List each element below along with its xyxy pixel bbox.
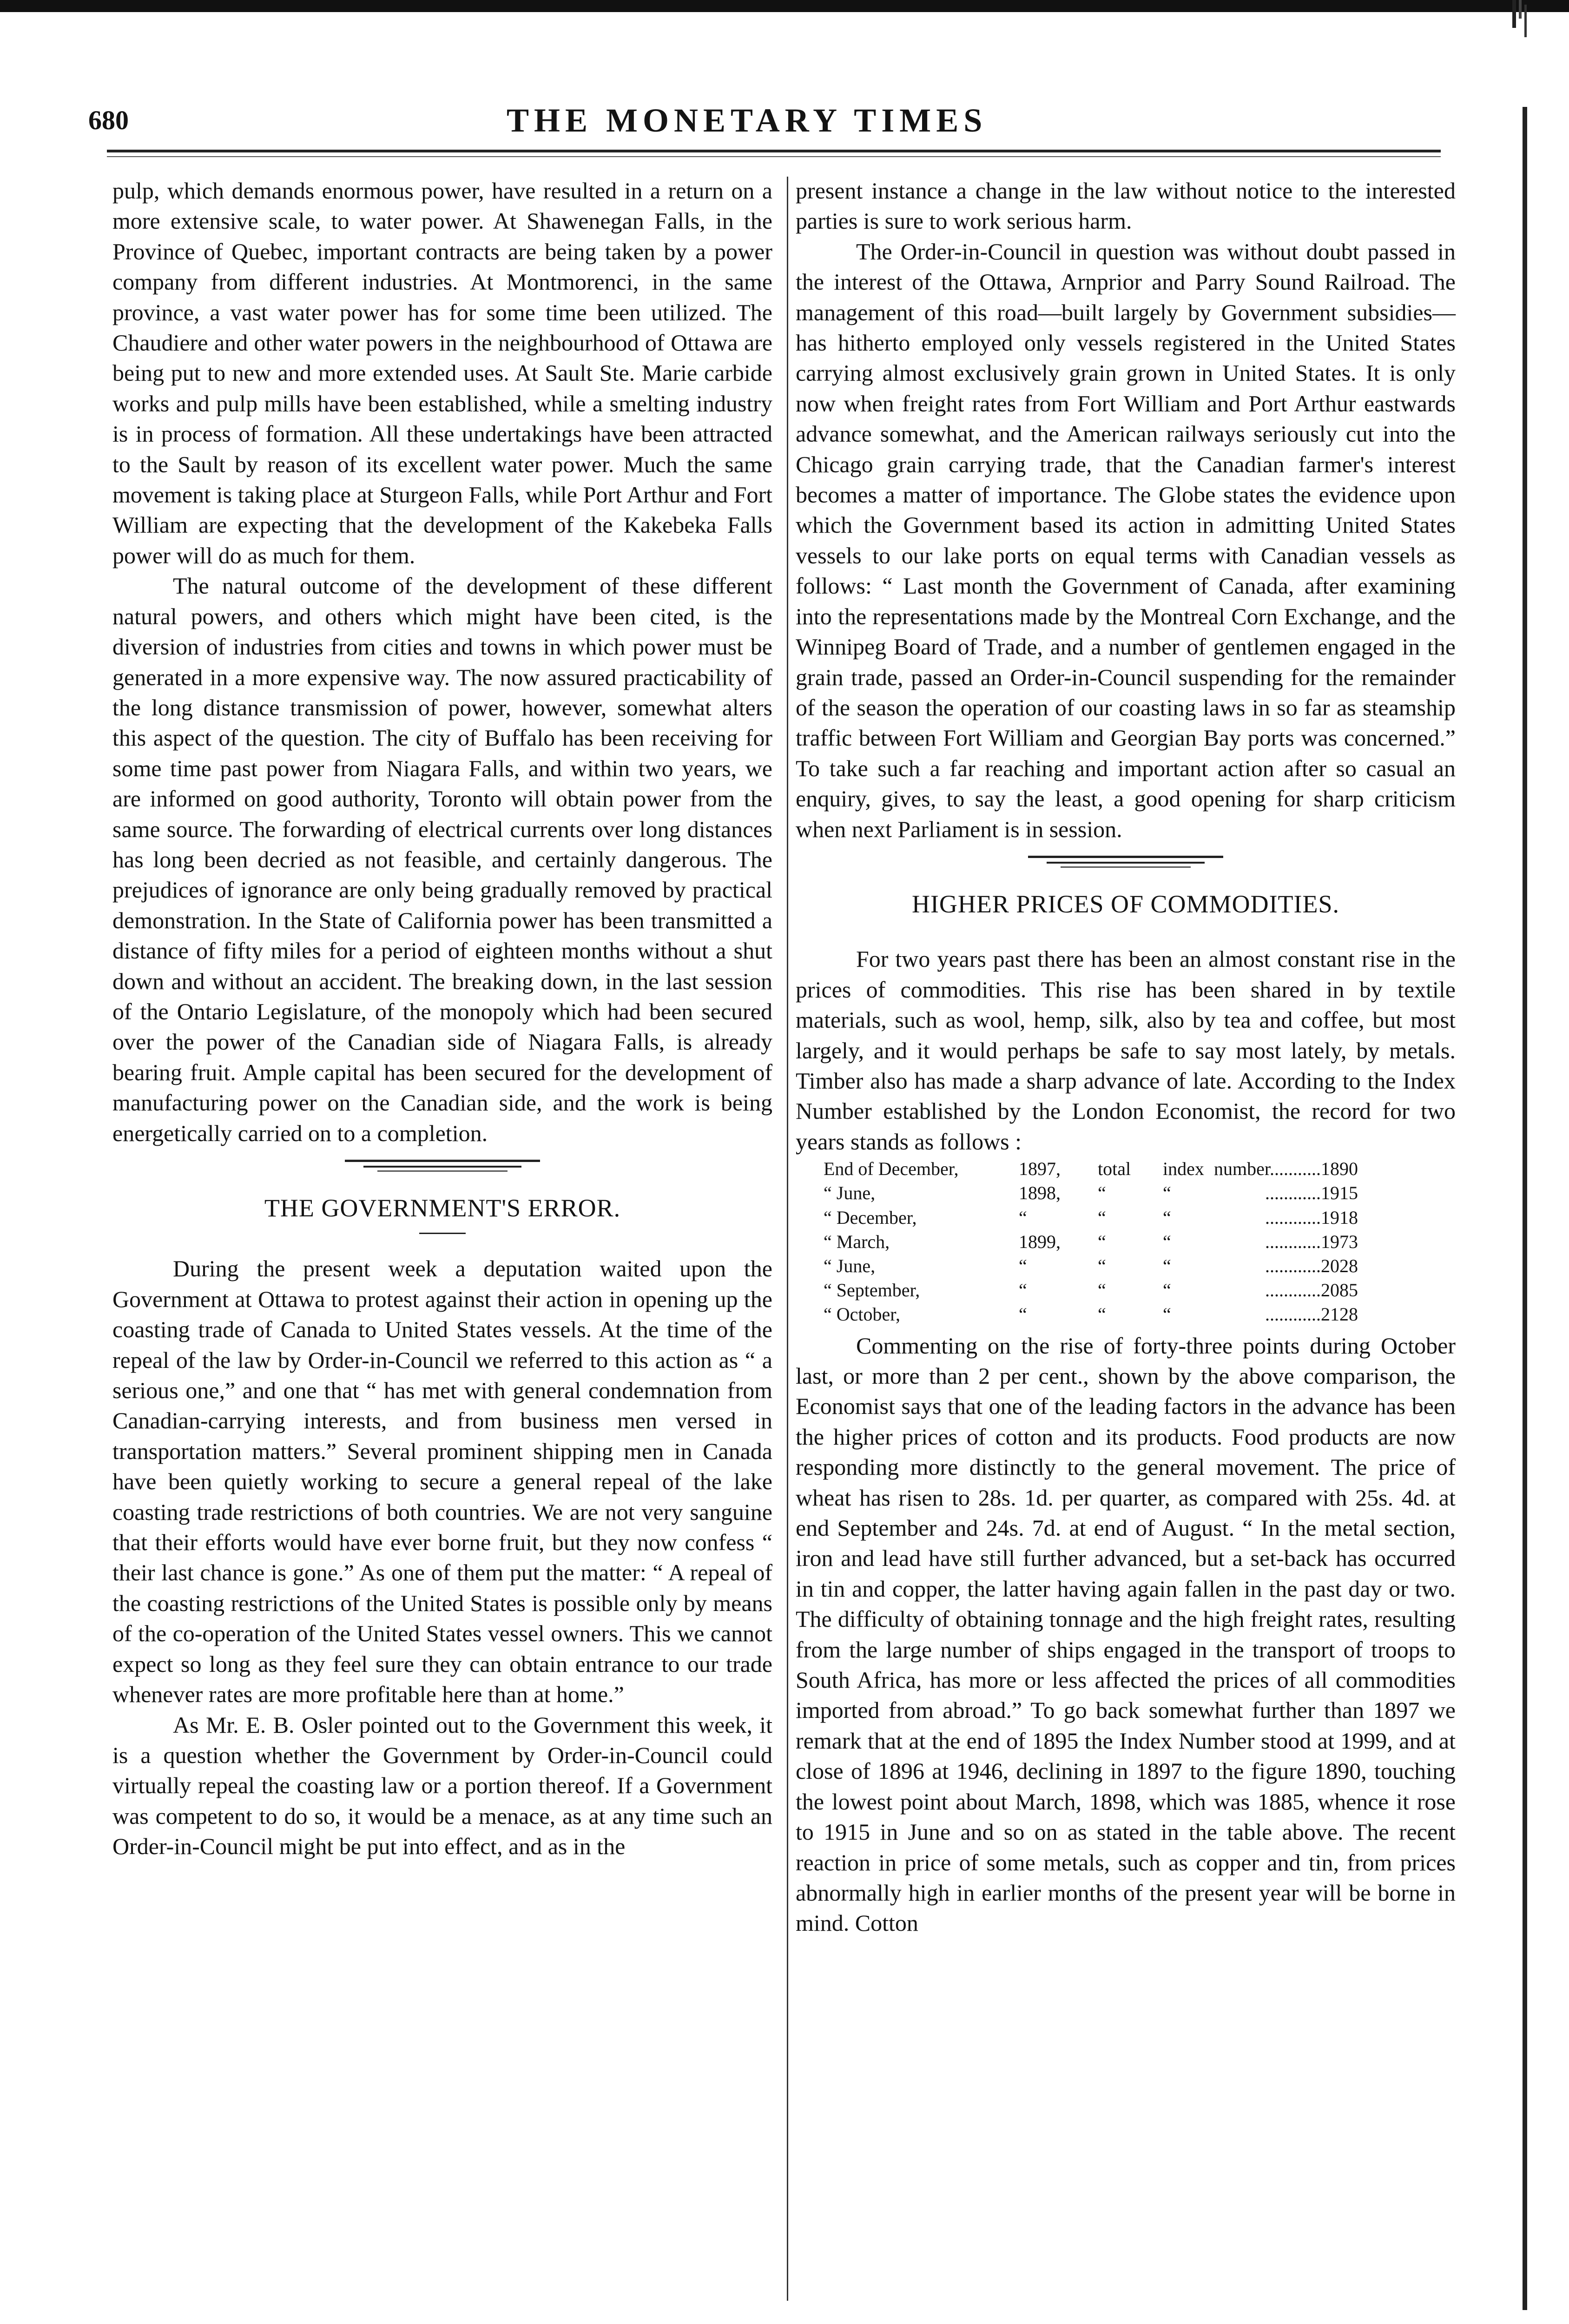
section-separator: [1028, 856, 1223, 868]
table-cell: ............1918: [1265, 1207, 1358, 1228]
section-heading: HIGHER PRICES OF COMMODITIES.: [911, 890, 1340, 918]
table-cell: “: [1019, 1304, 1027, 1325]
paragraph: For two years past there has been an almost constant rise in the prices of commodities. This rise has been shared in by textile materials, such as wool, hemp, silk, also by tea and coffee, but most largely, and it would perhaps be safe to say most lately, by metals. Timber also has made a sharp advance of late. According to the Index Number established by the London Economist, the record for two years stands as follows :: [796, 946, 1456, 1155]
header-rule-thin: [107, 156, 1441, 157]
table-cell: ............2085: [1265, 1280, 1358, 1301]
page-number: 680: [88, 105, 129, 135]
table-cell: “: [1163, 1207, 1171, 1228]
table-cell: “: [1163, 1280, 1171, 1301]
table-cell: total: [1098, 1158, 1131, 1180]
table-cell: “ June,: [824, 1255, 876, 1276]
table-cell: End of December,: [824, 1158, 959, 1180]
table-cell: “ June,: [824, 1182, 876, 1204]
table-cell: 1898,: [1019, 1182, 1061, 1204]
table-row: [824, 1302, 1456, 1327]
table-row: [824, 1278, 1456, 1302]
paragraph: As Mr. E. B. Osler pointed out to the Government this week, it is a question whether the Government by Order-in-Council could virtually repeal the coasting law or a portion thereof. If a Government was competent to do so, it would be a menace, as at any time such an Order-in-Council might be put into effect, and as in the: [112, 1711, 772, 1860]
paragraph: Commenting on the rise of forty-three points during October last, or more than 2 per cent., shown by the above comparison, the Economist says that one of the leading factors in the advance has been the higher prices of cotton and its products. Food products are now responding more distinctly to the general movement. The price of wheat has risen to 28s. 1d. per quarter, as compared with 25s. 4d. at end September and 24s. 7d. at end of August. “ In the metal section, iron and lead have still further advanced, but a set-back has occurred in tin and copper, the latter having again fallen in the past day or two. The difficulty of obtaining tonnage and the high freight rates, resulting from the large number of ships engaged in the transport of troops to South Africa, has more or less affected the prices of all commodities imported from abroad.” To go back somewhat further than 1897 we remark that at the end of 1895 the Index Number stood at 1999, and at close of 1896 at 1946, declining in 1897 to the figure 1890, touching the lowest point about March, 1898, which was 1885, whence it rose to 1915 in June and so on as stated in the table above. The recent reaction in price of some metals, such as copper and tin, from prices abnormally high in earlier months of the present year will be borne in mind. Cotton: [796, 1332, 1456, 1936]
table-cell: “: [1163, 1182, 1171, 1204]
heading-dash: [419, 1233, 466, 1234]
table-cell: “ September,: [824, 1280, 920, 1301]
corner-smudge: [1510, 0, 1532, 42]
top-border: [0, 0, 1569, 12]
table-cell: ............1973: [1265, 1231, 1358, 1252]
table-cell: 1899,: [1019, 1231, 1061, 1252]
table-cell: ............1915: [1265, 1182, 1358, 1204]
table-cell: “: [1098, 1182, 1106, 1204]
table-cell: “: [1098, 1304, 1106, 1325]
table-cell: 1897,: [1019, 1158, 1061, 1180]
left-column: [112, 176, 772, 1862]
index-number-table: [824, 1157, 1456, 1327]
table-row: [824, 1230, 1456, 1254]
section-heading: THE GOVERNMENT'S ERROR.: [264, 1194, 621, 1222]
table-cell: “: [1098, 1207, 1106, 1228]
section-separator: [345, 1160, 540, 1172]
running-head: THE MONETARY TIMES: [507, 102, 988, 139]
paragraph: During the present week a deputation waited upon the Government at Ottawa to protest against their action in opening up the coasting trade of Canada to United States vessels. At the time of the repeal of the law by Order-in-Council we referred to this action as “ a serious one,” and one that “ has met with general condemnation from Canadian-carrying interests, and from business men versed in transportation matters.” Several prominent shipping men in Canada have been quietly working to secure a general repeal of the lake coasting trade restrictions of both countries. We are not very sanguine that their efforts would have ever borne fruit, but they now confess “ their last chance is gone.” As one of them put the matter: “ A repeal of the coasting restrictions of the United States is possible only by means of the co-operation of the United States vessel owners. This we cannot expect so long as they feel sure they can obtain entrance to our trade whenever rates are more profitable here than at home.”: [112, 1255, 772, 1708]
table-cell: “: [1163, 1255, 1171, 1276]
table-cell: ............2128: [1265, 1304, 1358, 1325]
paragraph: present instance a change in the law without notice to the interested parties is sure to work serious harm.: [796, 178, 1456, 234]
table-cell: “: [1163, 1231, 1171, 1252]
paragraph: pulp, which demands enormous power, have resulted in a return on a more extensive scale, to water power. At Shawenegan Falls, in the Province of Quebec, important contracts are being taken by a power company from different industries. At Montmorenci, in the same province, a vast water power has for some time been utilized. The Chaudiere and other water powers in the neighbourhood of Ottawa are being put to new and more extended uses. At Sault Ste. Marie carbide works and pulp mills have been established, while a smelting industry is in process of formation. All these undertakings have been attracted to the Sault by reason of its excellent water power. Much the same movement is taking place at Sturgeon Falls, while Port Arthur and Fort William are expecting that the development of the Kakebeka Falls power will do as much for them.: [112, 178, 772, 568]
header-rule: [107, 150, 1441, 152]
table-row: [824, 1206, 1456, 1230]
table-cell: “: [1163, 1304, 1171, 1325]
table-cell: “: [1098, 1255, 1106, 1276]
table-cell: “: [1098, 1280, 1106, 1301]
table-cell: ............2028: [1265, 1255, 1358, 1276]
table-cell: “: [1019, 1280, 1027, 1301]
table-row: [824, 1157, 1456, 1181]
column-divider: [787, 177, 788, 2301]
table-cell: “: [1019, 1207, 1027, 1228]
paragraph: The natural outcome of the development of these different natural powers, and others which might have been cited, is the diversion of industries from cities and towns in which power must be generated in a more expensive way. The now assured practicability of the long distance transmission of power, however, somewhat alters this aspect of the question. The city of Buffalo has been receiving for some time past power from Niagara Falls, and within two years, we are informed on good authority, Toronto will obtain power from the same source. The forwarding of electrical currents over long distances has long been decried as not feasible, and certainly dangerous. The prejudices of ignorance are only being gradually removed by practical demonstration. In the State of California power has been transmitted a distance of fifty miles for a period of eighteen months without a shut down and without an accident. The breaking down, in the last session of the Ontario Legislature, of the monopoly which had been secured over the power of the Canadian side of Niagara Falls, is already bearing fruit. Ample capital has been secured for the development of manufacturing power on the Canadian side, and the work is being energetically carried on to a completion.: [112, 573, 772, 1146]
table-cell: “ December,: [824, 1207, 917, 1228]
table-cell: “: [1098, 1231, 1106, 1252]
table-cell: “ October,: [824, 1304, 900, 1325]
table-cell: “: [1019, 1255, 1027, 1276]
table-row: [824, 1181, 1456, 1205]
table-cell: “ March,: [824, 1231, 890, 1252]
right-margin-line: [1523, 107, 1527, 2310]
paragraph: The Order-in-Council in question was without doubt passed in the interest of the Ottawa, Arnprior and Parry Sound Railroad. The management of this road—built largely by Government subsidies—has hitherto employed only vessels registered in the United States carrying almost exclusively grain grown in United States. It is only now when freight rates from Fort William and Port Arthur eastwards advance somewhat, and the American railways seriously cut into the Chicago grain carrying trade, that the Canadian farmer's interest becomes a matter of importance. The Globe states the evidence upon which the Government based its action in admitting United States vessels to our lake ports on equal terms with Canadian vessels as follows: “ Last month the Government of Canada, after examining into the representations made by the Montreal Corn Exchange, and the Winnipeg Board of Trade, and a number of gentlemen engaged in the grain trade, passed an Order-in-Council suspending for the remainder of the season the operation of our coasting laws in so far as steamship traffic between Fort William and Georgian Bay ports was concerned.” To take such a far reaching and important action after so casual an enquiry, gives, to say the least, a good opening for sharp criticism when next Parliament is in session.: [796, 238, 1456, 842]
table-cell: index: [1163, 1158, 1204, 1180]
table-row: [824, 1254, 1456, 1278]
table-cell: number...........1890: [1214, 1158, 1358, 1180]
right-column: [796, 176, 1456, 1939]
heading-spacer: [1102, 929, 1149, 930]
